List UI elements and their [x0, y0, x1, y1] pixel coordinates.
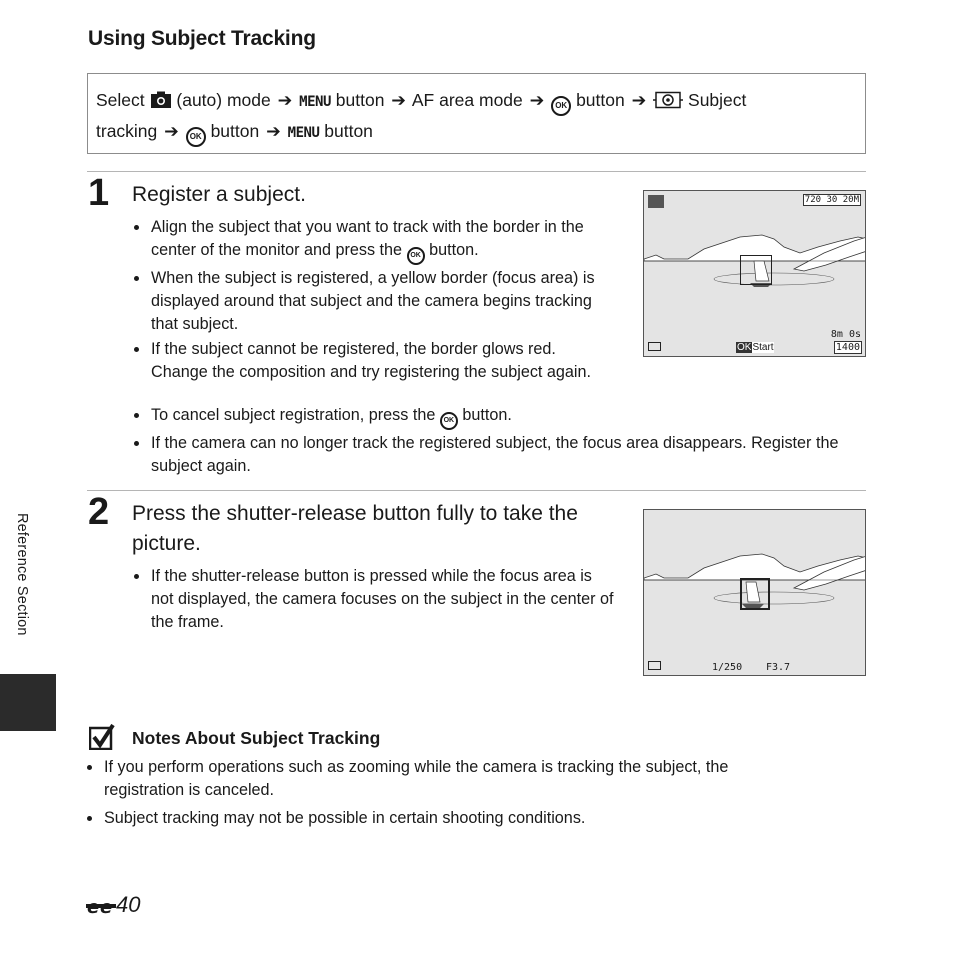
svg-text:e: e: [100, 897, 113, 915]
arrow-right-icon: ➔: [391, 90, 406, 110]
remaining-time: 8m 0s: [830, 329, 861, 340]
frame-rate-label: 30: [826, 195, 838, 205]
menu-button-icon: MENU: [299, 94, 331, 110]
step1-bullets: [132, 216, 616, 386]
arrow-right-icon: ➔: [266, 121, 281, 141]
subject-tracking-icon: [653, 89, 683, 117]
reference-section-icon: [86, 895, 116, 921]
ok-button-icon: OK: [551, 96, 571, 116]
step-title: Register a subject.: [132, 183, 306, 206]
path-button-text: button: [210, 121, 260, 141]
aperture: F3.7: [766, 662, 791, 673]
step1-bullets-wide: [132, 404, 872, 480]
step-title: Press the shutter-release button fully to take the picture.: [132, 502, 578, 555]
camera-mode-icon: [648, 195, 664, 208]
ok-start-indicator: [736, 342, 774, 353]
camera-monitor-screen: [643, 509, 866, 676]
side-section-label: Reference Section: [14, 513, 30, 636]
path-subject-text: Subject: [688, 90, 747, 110]
step2-bullets: [132, 565, 616, 636]
start-label: Start: [752, 342, 774, 353]
list-item: If you perform operations such as zooming while the camera is tracking the subject, the registration is canceled.: [85, 756, 805, 802]
battery-icon: [648, 661, 661, 670]
path-button-text: button: [335, 90, 385, 110]
menu-path-box: [87, 73, 866, 154]
camera-icon: [150, 89, 172, 117]
list-item: If the subject cannot be registered, the border glows red. Change the composition and try registering the subject again.: [132, 338, 616, 384]
list-item: If the shutter-release button is pressed while the focus area is not displayed, the camera focuses on the subject in the center of the frame.: [132, 565, 616, 634]
path-tracking-text: tracking: [96, 121, 158, 141]
path-auto-mode-text: (auto) mode: [176, 90, 271, 110]
arrow-right-icon: ➔: [631, 90, 647, 110]
image-size-label: 720: [804, 195, 822, 205]
camera-monitor-screen: [643, 190, 866, 357]
arrow-right-icon: ➔: [277, 90, 293, 110]
notes-heading: Notes About Subject Tracking: [132, 728, 381, 748]
notes-bullets: [85, 756, 805, 832]
shots-remaining: 1400: [835, 342, 860, 353]
focus-border-frame: [740, 255, 772, 285]
battery-icon: [648, 342, 661, 351]
image-mode-label: 20M: [842, 195, 859, 205]
page-number-text: 40: [116, 892, 141, 917]
list-item: If the camera can no longer track the registered subject, the focus area disappears. Register the subject again.: [132, 432, 872, 478]
focus-area-frame: [740, 578, 770, 610]
path-button-text: button: [576, 90, 625, 110]
shutter-speed: 1/250: [712, 662, 743, 673]
path-select-text: Select: [96, 90, 145, 110]
section-title: Using Subject Tracking: [88, 27, 316, 50]
path-button-text: button: [324, 121, 373, 141]
svg-text:e: e: [87, 897, 100, 915]
step-number: 2: [88, 491, 110, 533]
arrow-right-icon: ➔: [164, 121, 179, 141]
ok-button-icon: OK: [407, 247, 425, 265]
list-item: When the subject is registered, a yellow border (focus area) is displayed around that subject and the camera begins tracking that subject.: [132, 267, 616, 336]
divider: [87, 490, 866, 491]
list-item: [132, 404, 872, 430]
bullet-text: Align the subject that you want to track with the border in the center of the monitor and press the: [151, 218, 584, 259]
image-mode-indicator: [803, 194, 861, 206]
menu-button-icon: MENU: [287, 125, 320, 141]
ok-button-icon: OK: [186, 127, 206, 147]
bullet-text: To cancel subject registration, press the: [151, 406, 436, 424]
divider: [87, 171, 866, 172]
page-number: [86, 892, 140, 921]
section-tab: [0, 674, 56, 731]
arrow-right-icon: ➔: [529, 90, 545, 110]
ok-label: OK: [737, 342, 752, 353]
list-item: [132, 216, 616, 265]
bullet-text: button.: [429, 241, 479, 259]
ok-button-icon: OK: [440, 412, 458, 430]
list-item: Subject tracking may not be possible in certain shooting conditions.: [85, 807, 805, 830]
path-af-area-mode-text: AF area mode: [411, 90, 523, 110]
step-number: 1: [88, 172, 110, 214]
checkmark-icon: [89, 724, 115, 755]
bullet-text: button.: [462, 406, 512, 424]
